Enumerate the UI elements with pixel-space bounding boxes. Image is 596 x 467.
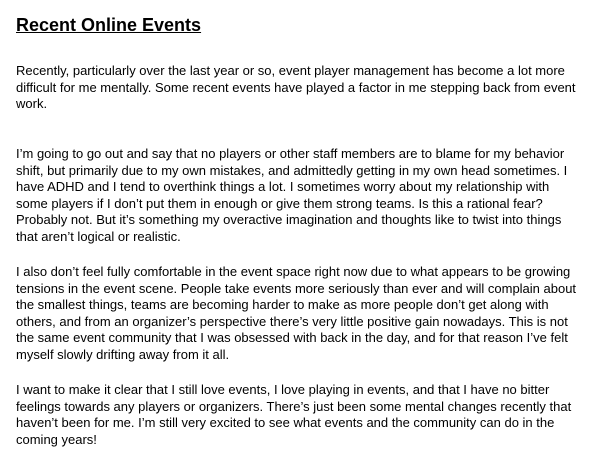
document-title: Recent Online Events — [16, 15, 202, 35]
paragraph-3: I also don’t feel fully comfortable in the event space right now due to what appears to be growing tensions in the event scene. People take events more seriously than ever and will complain about the smallest things, teams are becoming harder to make as more people don’t get along with others, and from an organizer’s perspective there’s very little positive gain nowadays. This is not the same event community that I was obsessed with back in the day, and for that reason I’ve felt myself slowly drifting away from it all. — [16, 264, 577, 362]
paragraph-1: Recently, particularly over the last year or so, event player management has become a lot more difficult for me mentally. Some recent events have played a factor in me stepping back from event work. — [16, 63, 576, 111]
paragraph-2: I’m going to go out and say that no players or other staff members are to blame for my behavior shift, but primarily due to my own mistakes, and admittedly getting in my own head sometimes. I have ADHD and I tend to overthink things a lot. I sometimes worry about my relationship with some players if I don’t put them in enough or give them strong teams. Is this a rational fear? Probably not. But it’s something my overactive imagination and thoughts like to twist into things that aren’t logical or realistic. — [16, 146, 568, 244]
document-page — [16, 14, 582, 447]
paragraph-4: I want to make it clear that I still love events, I love playing in events, and that I have no bitter feelings towards any players or organizers. There’s just been some mental changes recently that haven’t been for me. I’m still very excited to see what events and the community can do in the coming years! — [16, 382, 572, 447]
